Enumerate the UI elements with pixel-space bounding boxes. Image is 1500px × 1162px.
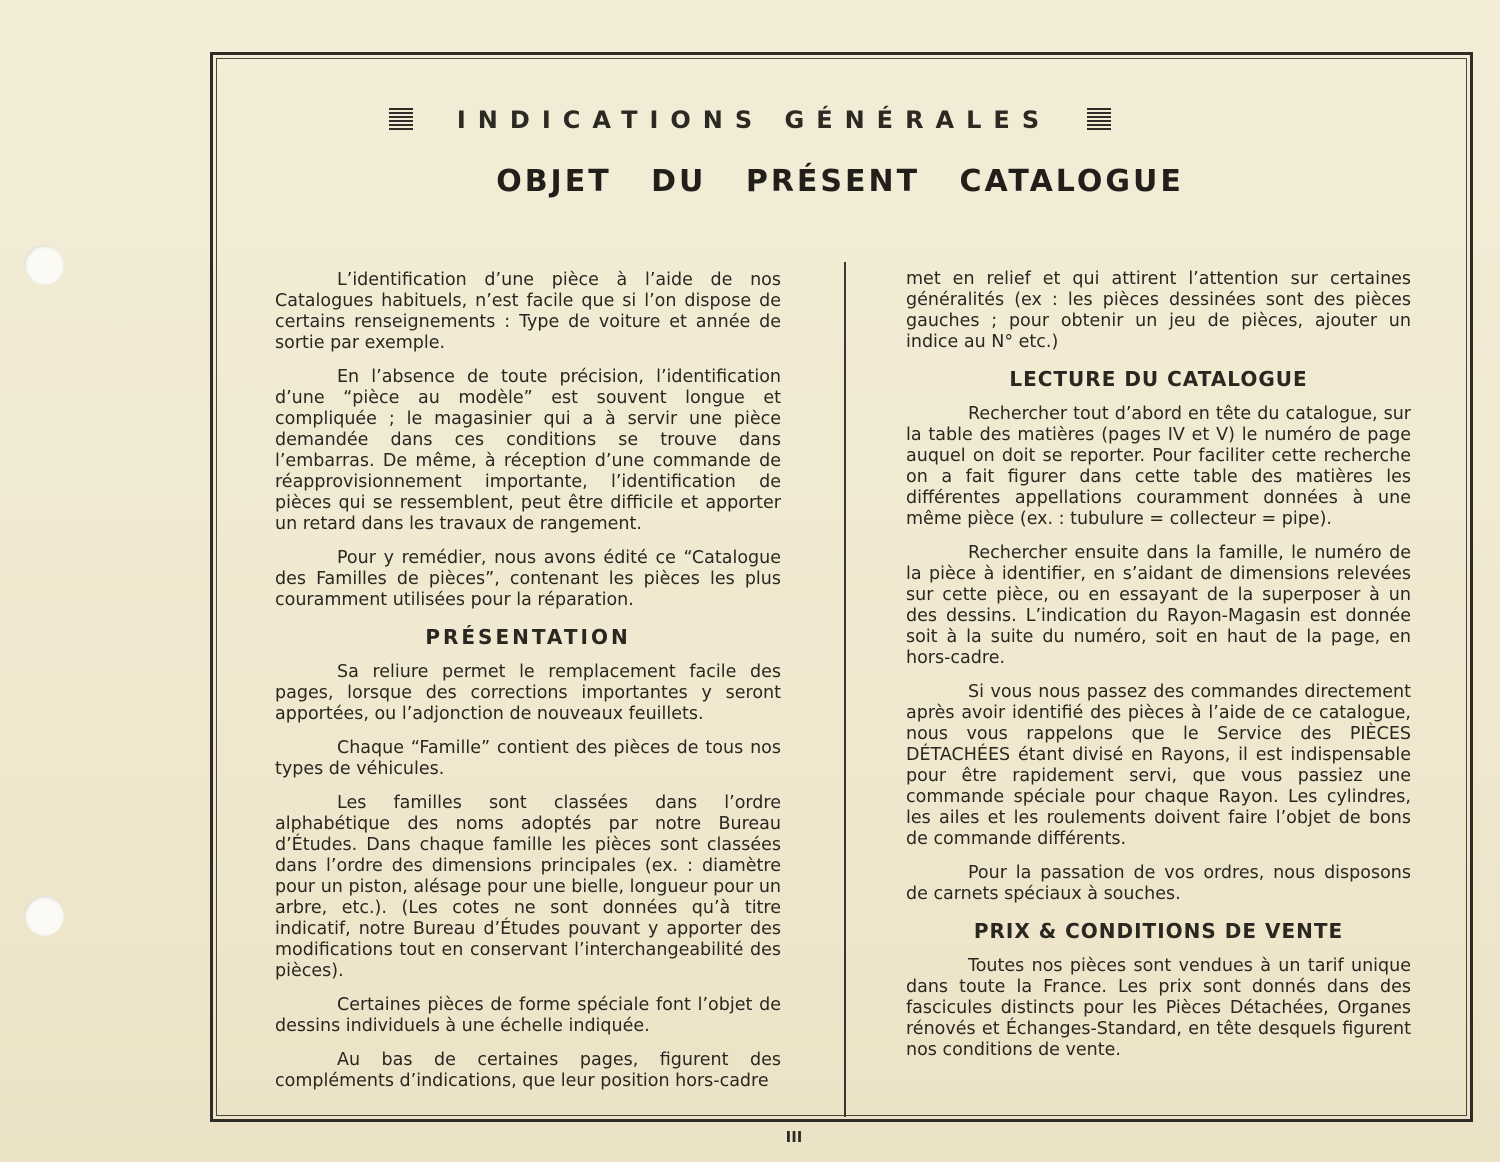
- left-column: [275, 270, 781, 1105]
- section-header: [0, 100, 1500, 140]
- hatched-square-icon: [389, 108, 413, 132]
- presentation-heading: PRÉSENTATION: [425, 625, 631, 649]
- page-title: OBJET DU PRÉSENT CATALOGUE: [496, 164, 1184, 199]
- paragraph: met en relief et qui attirent l’attention sur certaines généralités (ex : les pièces dessinées sont des pièces gauches ; pour obtenir un jeu de pièces, ajouter un indice au N° etc.): [906, 269, 1411, 352]
- prix-heading: PRIX & CONDITIONS DE VENTE: [973, 919, 1344, 943]
- paragraph: Sa reliure permet le remplacement facile des pages, lorsque des corrections importantes y seront apportées, ou l’adjonction de nouveaux feuillets.: [275, 662, 781, 724]
- punch-hole-top: [24, 245, 64, 285]
- column-divider: [844, 262, 846, 1117]
- paragraph: Pour la passation de vos ordres, nous disposons de carnets spéciaux à souches.: [906, 863, 1411, 904]
- paragraph: Au bas de certaines pages, figurent des compléments d’indications, que leur position hors-cadre: [275, 1050, 781, 1091]
- paragraph: Les familles sont classées dans l’ordre alphabétique des noms adoptés par notre Bureau d’Études. Dans chaque famille les pièces sont classées dans l’ordre des dimensions principales (ex. : diamètre pour un piston, alésage pour une bielle, longueur pour un arbre, etc.). (Les cotes ne sont données qu’à titre indicatif, notre Bureau d’Études pouvant y apporter des modifications tout en conservant l’interchangeabilité des pièces).: [275, 793, 781, 981]
- paragraph: Si vous nous passez des commandes directement après avoir identifié des pièces à l’aide de ce catalogue, nous vous rappelons que le Service des PIÈCES DÉTACHÉES étant divisé en Rayons, il est indispensable pour être rapidement servi, que vous passiez une commande spéciale pour chaque Rayon. Les cylindres, les ailes et les roulements doivent faire l’objet de bons de commande différents.: [906, 682, 1411, 849]
- paragraph: L’identification d’une pièce à l’aide de nos Catalogues habituels, n’est facile que si l’on dispose de certains renseignements : Type de voiture et année de sortie par exemple.: [275, 270, 781, 353]
- paragraph: Toutes nos pièces sont vendues à un tarif unique dans toute la France. Les prix sont donnés dans des fascicules distincts pour les Pièces Détachées, Organes rénovés et Échanges-Standard, en tête desquels figurent nos conditions de vente.: [906, 956, 1411, 1060]
- paragraph: Rechercher tout d’abord en tête du catalogue, sur la table des matières (pages IV et V) le numéro de page auquel on doit se reporter. Pour faciliter cette recherche on a fait figurer dans cette table des matières les différentes appellations couramment données à une même pièce (ex. : tubulure = collecteur = pipe).: [906, 404, 1411, 529]
- page-number: III: [785, 1128, 803, 1146]
- paragraph: Certaines pièces de forme spéciale font l’objet de dessins individuels à une échelle indiquée.: [275, 995, 781, 1036]
- hatched-square-icon: [1087, 108, 1111, 132]
- paragraph: Pour y remédier, nous avons édité ce “Catalogue des Familles de pièces”, contenant les pièces les plus couramment utilisées pour la réparation.: [275, 548, 781, 610]
- lecture-heading: LECTURE DU CATALOGUE: [1009, 367, 1308, 391]
- punch-hole-bottom: [24, 896, 64, 936]
- paragraph: Rechercher ensuite dans la famille, le numéro de la pièce à identifier, en s’aidant de dimensions relevées sur cette pièce, ou en essayant de la superposer à un des dessins. L’indication du Rayon-Magasin est donnée soit à la suite du numéro, soit en haut de la page, en hors-cadre.: [906, 543, 1411, 668]
- paragraph: Chaque “Famille” contient des pièces de tous nos types de véhicules.: [275, 738, 781, 779]
- paragraph: En l’absence de toute précision, l’identification d’une “pièce au modèle” est souvent longue et compliquée ; le magasinier qui a à servir une pièce demandée dans ces conditions se trouve dans l’embarras. De même, à réception d’une commande de réapprovisionnement importante, l’identification de pièces qui se ressemblent, peut être difficile et apporter un retard dans les travaux de rangement.: [275, 367, 781, 534]
- right-column: [906, 269, 1411, 1074]
- section-title: INDICATIONS GÉNÉRALES: [456, 106, 1052, 134]
